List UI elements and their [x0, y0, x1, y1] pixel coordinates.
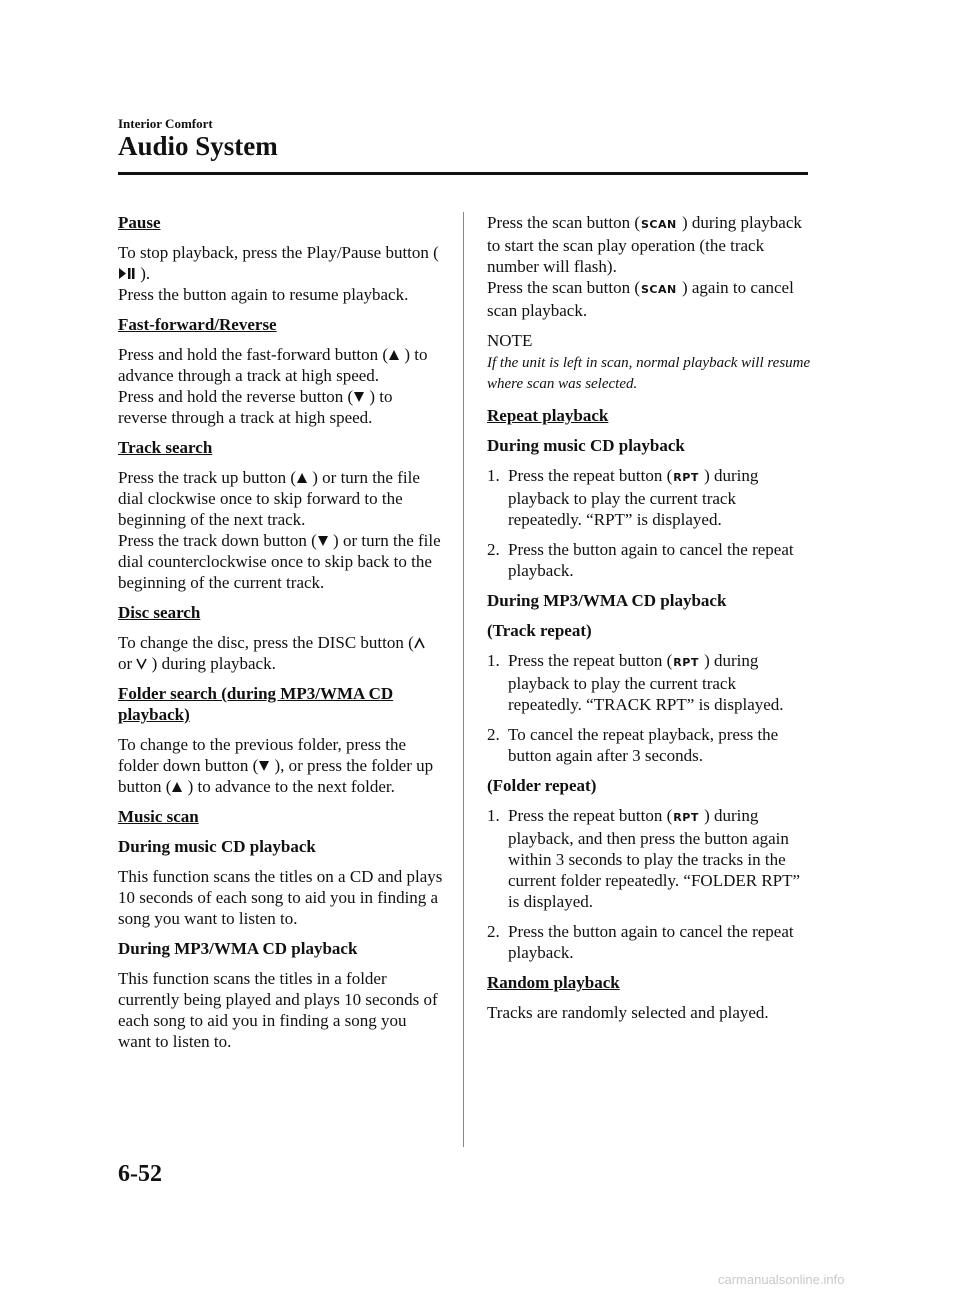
rpt-icon: RPT [673, 471, 699, 484]
subheading: During music CD playback [118, 837, 316, 856]
subheading: (Folder repeat) [487, 776, 597, 795]
note-body: If the unit is left in scan, normal playback will resume where scan was selected. [487, 355, 811, 392]
heading-track-search: Track search [118, 438, 213, 457]
paragraph: Tracks are randomly selected and played. [487, 1003, 769, 1022]
rpt-icon: RPT [673, 811, 699, 824]
list-item: 1. Press the repeat button (RPT ) during playback, and then press the button again within 3 seconds to play the tracks in the current folder repeatedly. “FOLDER RPT” is displayed. [487, 806, 801, 911]
paragraph: To stop playback, press the Play/Pause button ( ). Press the button again to resume playback. [118, 243, 439, 304]
list-item: 1. Press the repeat button (RPT ) during playback to play the current track repeatedly. “TRACK RPT” is displayed. [487, 651, 784, 714]
triangle-up-icon [296, 472, 308, 484]
column-divider [463, 212, 464, 1147]
heading-random-playback: Random playback [487, 973, 620, 992]
list-item: 2. Press the button again to cancel the repeat playback. [487, 540, 794, 580]
subheading: During music CD playback [487, 436, 685, 455]
list-item: 2. To cancel the repeat playback, press the button again after 3 seconds. [487, 725, 779, 765]
triangle-down-icon [317, 535, 329, 547]
list-item: 2. Press the button again to cancel the repeat playback. [487, 922, 794, 962]
paragraph: To change to the previous folder, press the folder down button ( ), or press the folder up button ( ) to advance to the next folder. [118, 735, 434, 796]
chevron-down-icon [136, 658, 147, 670]
paragraph: This function scans the titles in a folder currently being played and plays 10 seconds of each song to aid you in finding a song you want to listen to. [118, 969, 438, 1051]
header-rule [118, 172, 808, 175]
rpt-icon: RPT [673, 656, 699, 669]
heading-disc-search: Disc search [118, 603, 201, 622]
scan-icon: SCAN [640, 218, 677, 231]
chevron-up-icon [414, 637, 425, 649]
heading-fast-forward: Fast-forward/Reverse [118, 315, 277, 334]
list-item: 1. Press the repeat button (RPT ) during playback to play the current track repeatedly. “RPT” is displayed. [487, 466, 759, 529]
page-title: Audio System [118, 131, 278, 161]
heading-music-scan: Music scan [118, 807, 199, 826]
heading-pause: Pause [118, 213, 161, 232]
section-label: Interior Comfort [118, 116, 213, 131]
play-pause-icon [118, 267, 136, 280]
subheading: (Track repeat) [487, 621, 592, 640]
right-column [487, 212, 812, 1032]
triangle-down-icon [353, 391, 365, 403]
subheading: During MP3/WMA CD playback [487, 591, 727, 610]
triangle-up-icon [171, 781, 183, 793]
paragraph: To change the disc, press the DISC button ( or ) during playback. [118, 632, 443, 674]
subheading: During MP3/WMA CD playback [118, 939, 358, 958]
triangle-down-icon [258, 760, 270, 772]
page-number: 6-52 [118, 1161, 162, 1187]
note-title: NOTE [487, 331, 533, 350]
left-column [118, 212, 443, 1061]
paragraph: Press the track up button ( ) or turn the file dial clockwise once to skip forward to the beginning of the next track. Press the track down button ( ) or turn the file dial counterclockwise once to skip back to the beginning of the current track. [118, 468, 441, 592]
triangle-up-icon [388, 349, 400, 361]
paragraph: Press and hold the fast-forward button ( ) to advance through a track at high speed. Press and hold the reverse button ( ) to reverse through a track at high speed. [118, 345, 428, 427]
paragraph: This function scans the titles on a CD and plays 10 seconds of each song to aid you in finding a song you want to listen to. [118, 867, 443, 928]
watermark: carmanualsonline.info [718, 1272, 845, 1287]
heading-repeat-playback: Repeat playback [487, 406, 609, 425]
scan-icon: SCAN [640, 283, 677, 296]
heading-folder-search: Folder search (during MP3/WMA CD playback) [118, 684, 394, 724]
paragraph: Press the scan button (SCAN ) during playback to start the scan play operation (the track number will flash). Press the scan button (SCAN ) again to cancel scan playback. [487, 213, 802, 320]
